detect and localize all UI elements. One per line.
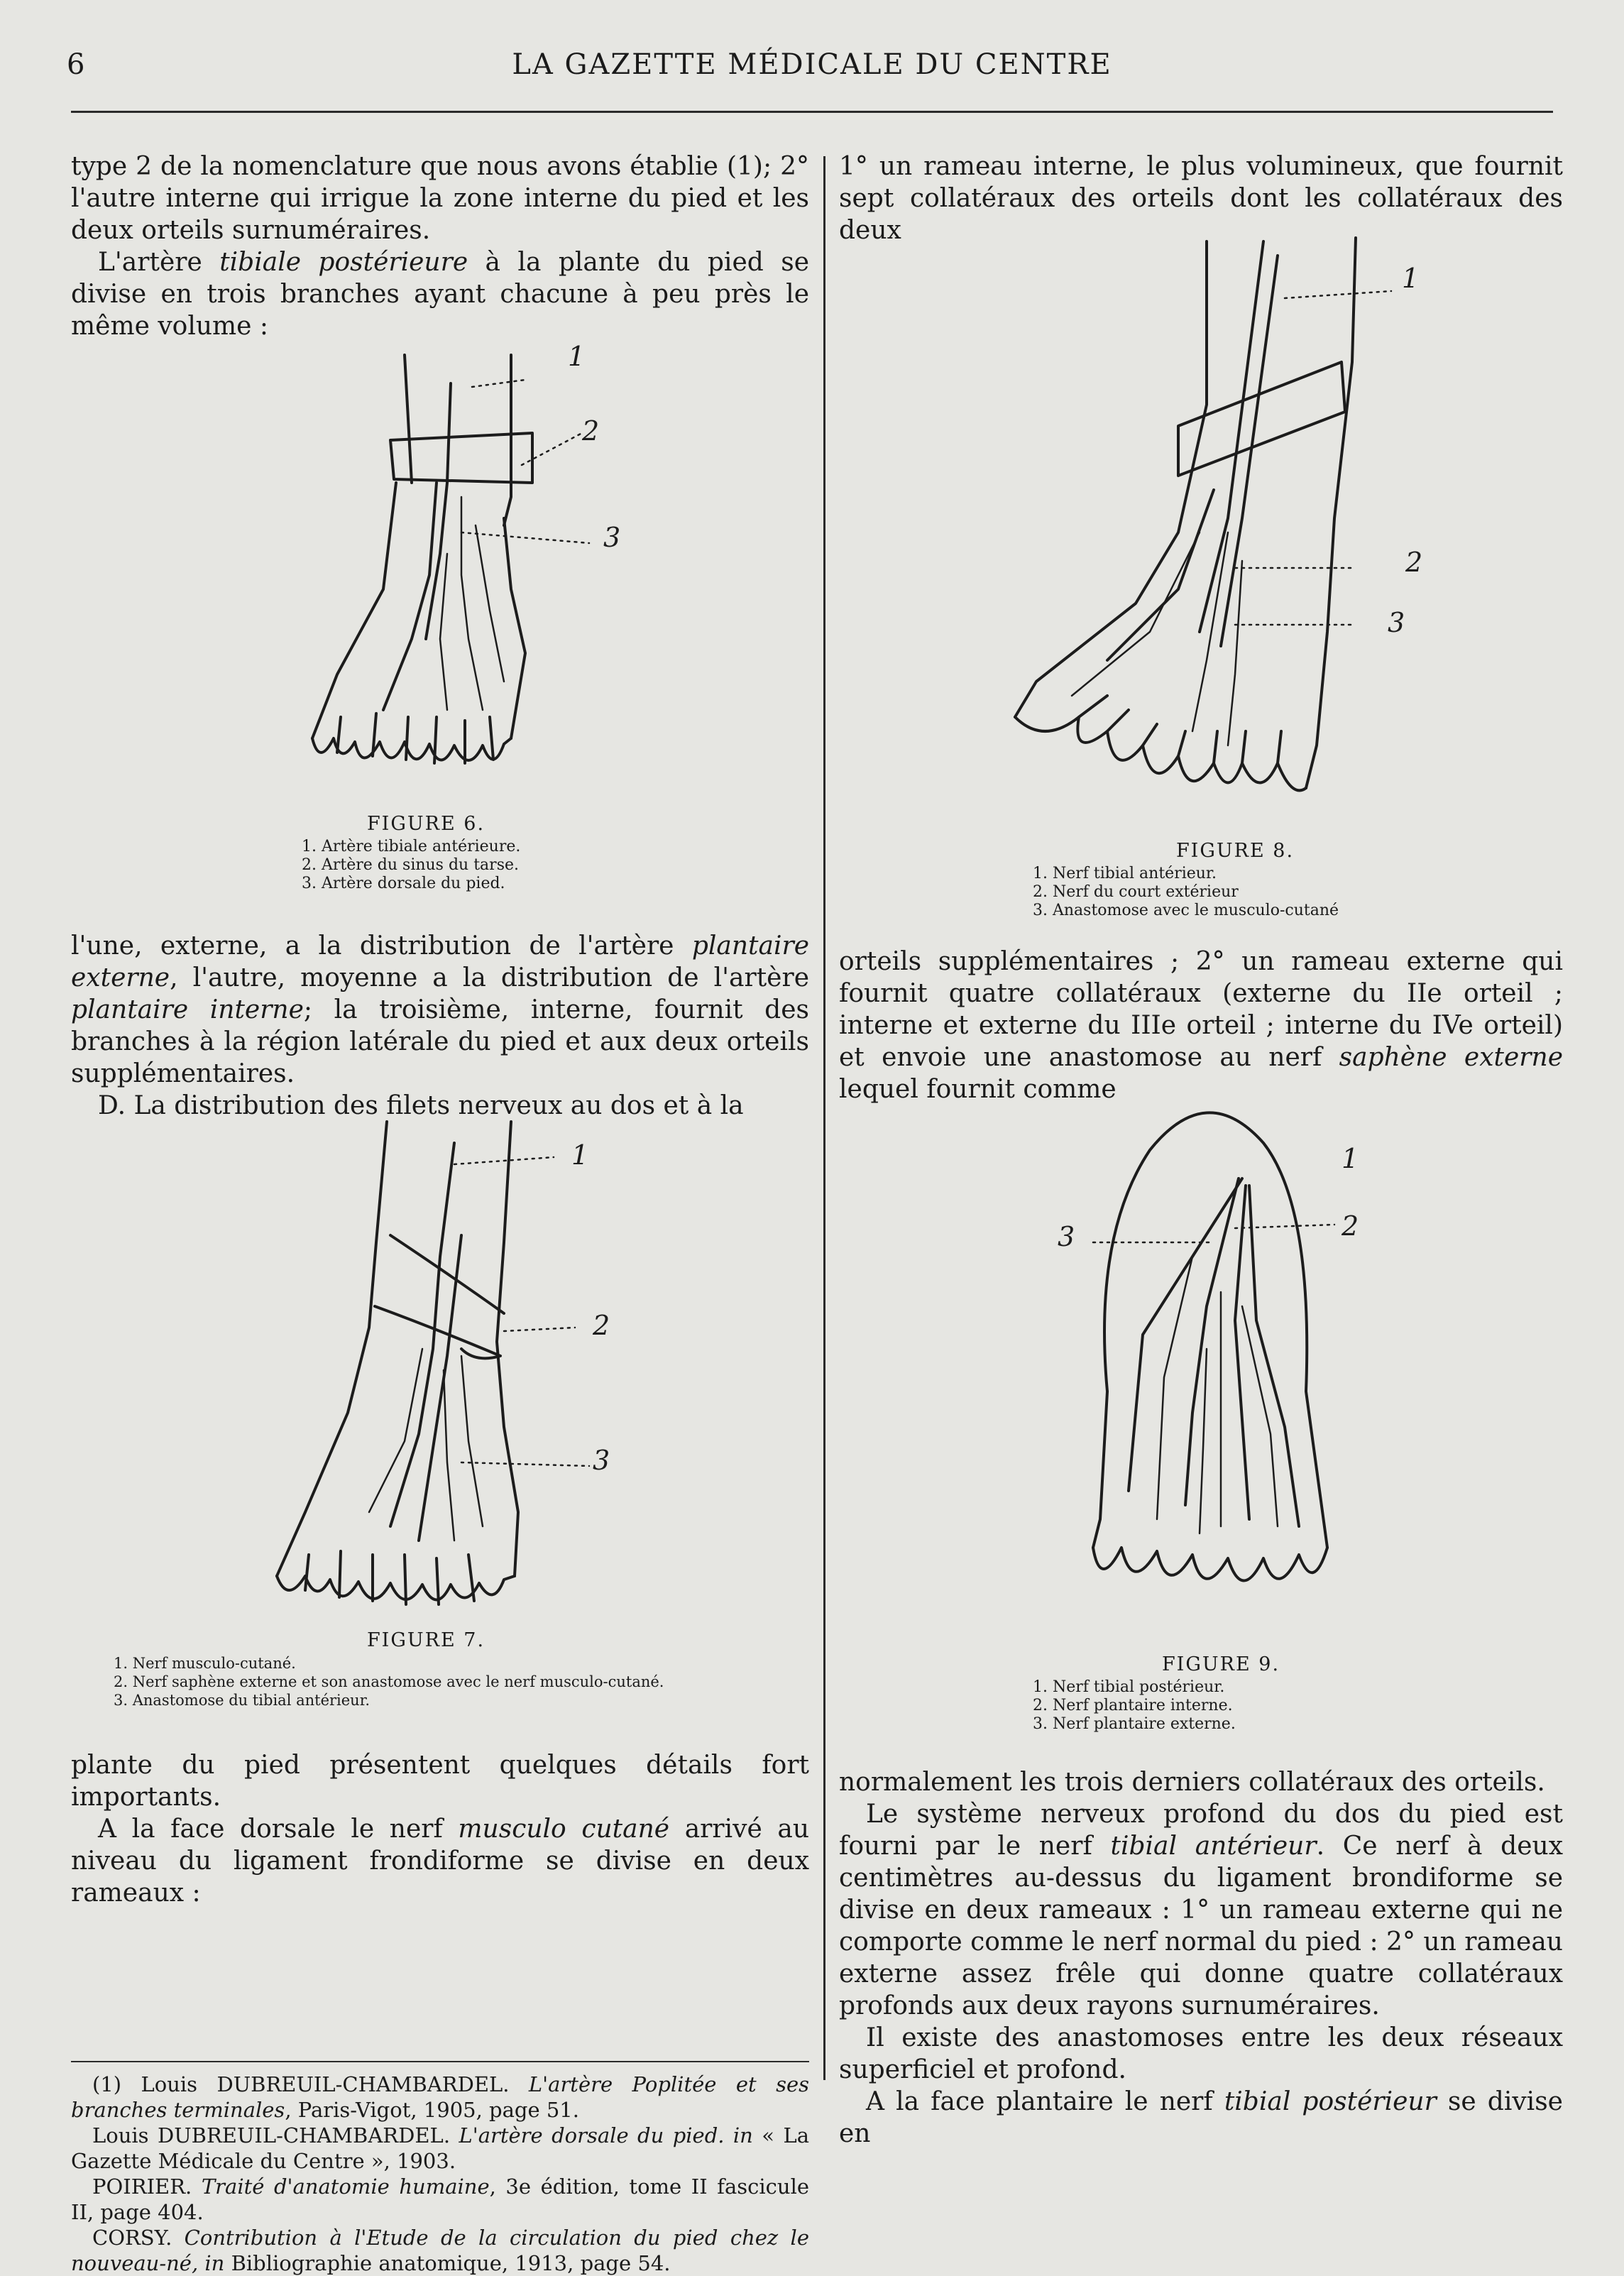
- figure-8-caption: [1022, 842, 1448, 920]
- left-paragraph-1: type 2 de la nomenclature que nous avons établie (1); 2° l'autre interne qui irrigue la zone interne du pied et les deux orteils surnuméraires.: [71, 152, 809, 245]
- left-paragraph-2: L'artère tibiale postérieure à la plante du pied se divise en trois branches ayant chacune à peu près le même volume :: [71, 248, 809, 341]
- left-paragraph-4: D. La distribution des filets nerveux au dos et à la: [98, 1091, 744, 1120]
- fig9-label-2: 2: [1342, 1210, 1359, 1242]
- figure-7-caption: [114, 1631, 795, 1709]
- right-paragraph-3: normalement les trois derniers collatéraux des orteils.: [839, 1768, 1545, 1797]
- right-paragraph-5: Il existe des anastomoses entre les deux réseaux superficiel et profond.: [839, 2023, 1563, 2084]
- figure-6-title: FIGURE 6.: [366, 813, 485, 835]
- figure-7-title: FIGURE 7.: [366, 1629, 485, 1651]
- figure-8-item-1: 1. Nerf tibial antérieur.: [1033, 865, 1217, 882]
- fig6-label-3: 3: [603, 522, 621, 553]
- fig9-label-3: 3: [1058, 1221, 1075, 1252]
- figure-9-drawing: [1050, 1093, 1391, 1647]
- fig8-label-2: 2: [1405, 547, 1423, 578]
- figure-7-item-2: 2. Nerf saphène externe et son anastomose avec le nerf musculo-cutané.: [114, 1673, 664, 1690]
- fig6-label-1: 1: [568, 341, 586, 372]
- right-paragraph-4: Le système nerveux profond du dos du pied est fourni par le nerf tibial antérieur. Ce nerf à deux centimètres au-dessus du ligament brondiforme se divise en deux rameaux : 1° un rameau externe qui ne comporte comme le nerf normal du pied : 2° un rameau externe assez frêle qui donne quatre collatéraux profonds aux deux rayons surnuméraires.: [839, 1800, 1564, 2020]
- figure-8-item-3: 3. Anastomose avec le musculo-cutané: [1033, 902, 1339, 919]
- left-text-bottom: [71, 1749, 809, 1909]
- right-text-middle: [839, 946, 1563, 1105]
- figure-9-item-2: 2. Nerf plantaire interne.: [1033, 1697, 1233, 1714]
- figure-6-item-2: 2. Artère du sinus du tarse.: [302, 856, 519, 874]
- figure-9-caption: [1022, 1653, 1420, 1734]
- left-text-top: [71, 151, 809, 342]
- header-rule: [71, 111, 1553, 113]
- right-text-bottom: [839, 1766, 1563, 2150]
- fig7-label-1: 1: [571, 1139, 589, 1171]
- figure-6-item-3: 3. Artère dorsale du pied.: [302, 875, 505, 892]
- right-paragraph-2: orteils supplémentaires ; 2° un rameau externe qui fournit quatre collatéraux (externe du IIe orteil ; interne et externe du IIIe orteil ; interne du IVe orteil) et envoie une anastomose au nerf saphène externe lequel fournit comme: [839, 947, 1563, 1104]
- figure-6-drawing: [270, 341, 639, 802]
- figure-6-item-1: 1. Artère tibiale antérieure.: [302, 838, 521, 855]
- figure-6-caption: [213, 815, 639, 893]
- figure-9-title: FIGURE 9.: [1161, 1653, 1280, 1675]
- left-paragraph-3: l'une, externe, a la distribution de l'artère plantaire externe, l'autre, moyenne a la distribution de l'artère plantaire interne; la troisième, interne, fournit des branches à la région latérale du pied et aux deux orteils supplémentaires.: [71, 931, 809, 1088]
- page-header: [0, 44, 1624, 94]
- fig7-label-3: 3: [593, 1445, 610, 1476]
- footnote-1: (1) Louis DUBREUIL-CHAMBARDEL. L'artère Poplitée et ses branches terminales, Paris-Vigot, 1905, page 51.: [71, 2072, 809, 2122]
- fig8-label-1: 1: [1402, 263, 1420, 294]
- figure-8-title: FIGURE 8.: [1175, 840, 1295, 862]
- footnote-3: POIRIER. Traité d'anatomie humaine, 3e édition, tome II fascicule II, page 404.: [71, 2174, 810, 2224]
- left-paragraph-6: A la face dorsale le nerf musculo cutané arrivé au niveau du ligament frondiforme se divise en deux rameaux :: [71, 1815, 810, 1908]
- right-paragraph-1: 1° un rameau interne, le plus volumineux, que fournit sept collatéraux des orteils dont les collatéraux des deux: [839, 152, 1563, 245]
- footnote-rule: [71, 2061, 809, 2062]
- figure-9-item-1: 1. Nerf tibial postérieur.: [1033, 1678, 1225, 1696]
- column-divider: [823, 156, 825, 2080]
- right-paragraph-6: A la face plantaire le nerf tibial postérieur se divise en: [839, 2087, 1563, 2148]
- footnote-2: Louis DUBREUIL-CHAMBARDEL. L'artère dorsale du pied. in « La Gazette Médicale du Centre », 1903.: [71, 2123, 809, 2173]
- fig8-label-3: 3: [1388, 607, 1405, 638]
- figure-7-item-1: 1. Nerf musculo-cutané.: [114, 1655, 296, 1672]
- fig6-label-2: 2: [582, 415, 600, 447]
- left-text-middle: [71, 930, 809, 1122]
- footnote-4: CORSY. Contribution à l'Etude de la circulation du pied chez le nouveau-né, in Bibliographie anatomique, 1913, page 54.: [71, 2226, 809, 2275]
- page-number: 6: [67, 48, 85, 81]
- figure-8-drawing: [994, 234, 1434, 824]
- figure-9-item-3: 3. Nerf plantaire externe.: [1033, 1715, 1236, 1733]
- right-text-top: [839, 151, 1563, 246]
- fig7-label-2: 2: [593, 1310, 610, 1341]
- left-paragraph-5: plante du pied présentent quelques détails fort importants.: [71, 1751, 809, 1812]
- figure-8-item-2: 2. Nerf du court extérieur: [1033, 883, 1239, 901]
- fig9-label-1: 1: [1342, 1143, 1359, 1174]
- figure-7-drawing: [248, 1115, 646, 1640]
- running-title: LA GAZETTE MÉDICALE DU CENTRE: [512, 48, 1112, 81]
- footnotes: [71, 2072, 809, 2276]
- figure-7-item-3: 3. Anastomose du tibial antérieur.: [114, 1692, 371, 1709]
